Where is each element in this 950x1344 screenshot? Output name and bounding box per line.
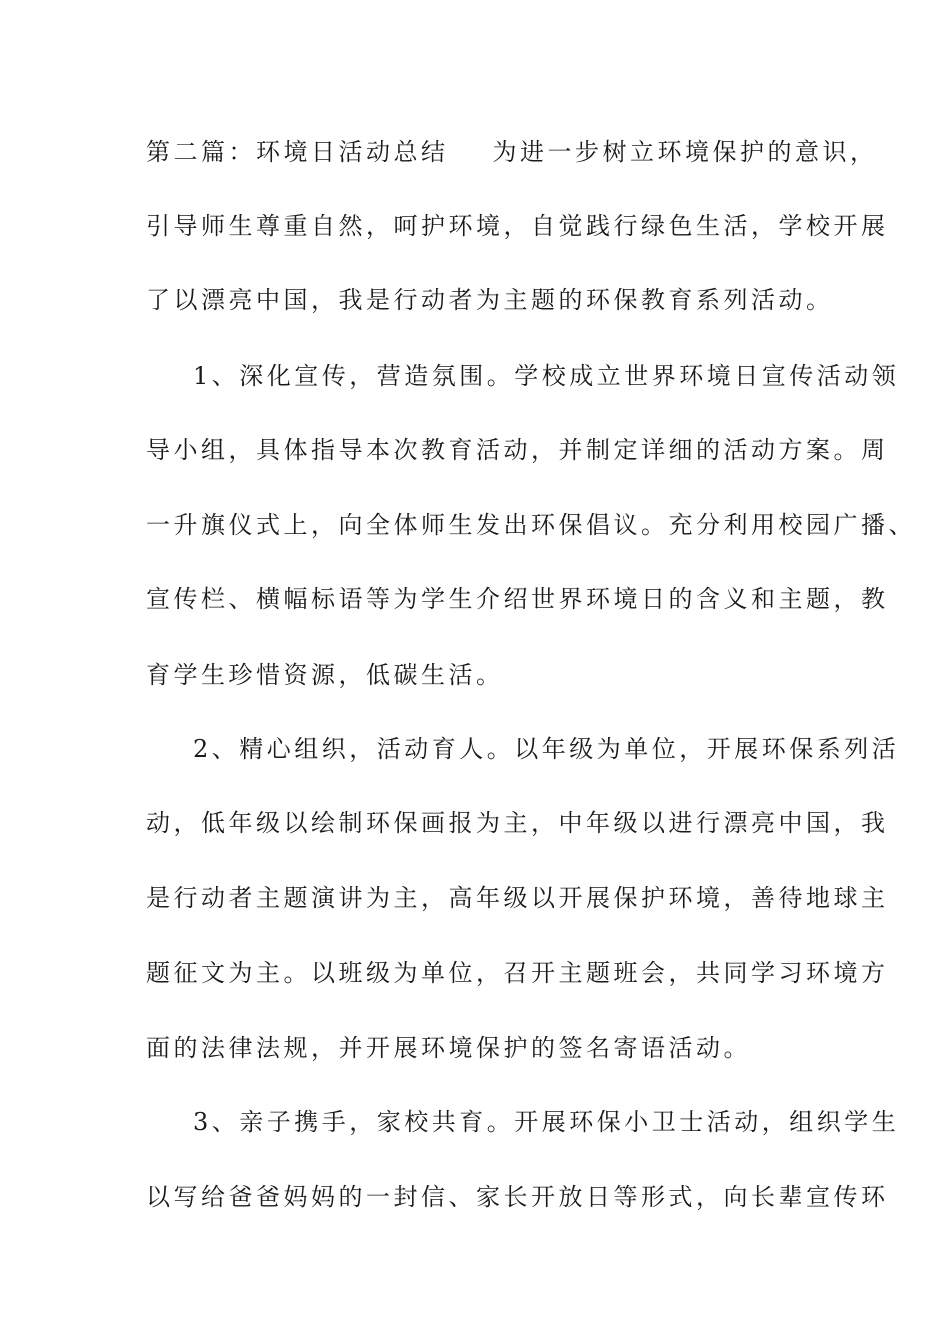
paragraph-1-line-4: 宣传栏、横幅标语等为学生介绍世界环境日的含义和主题，教: [146, 585, 889, 613]
paragraph-1-line-5: 育学生珍惜资源，低碳生活。: [146, 661, 504, 689]
paragraph-2-line-1: 2、精心组织，活动育人。以年级为单位，开展环保系列活: [193, 735, 900, 763]
paragraph-3-line-1: 3、亲子携手，家校共育。开展环保小卫士活动，组织学生: [193, 1108, 900, 1136]
document-title: 第二篇：环境日活动总结: [146, 138, 449, 166]
document-line-3: 了以漂亮中国，我是行动者为主题的环保教育系列活动。: [146, 286, 834, 314]
paragraph-2-line-2: 动，低年级以绘制环保画报为主，中年级以进行漂亮中国，我: [146, 809, 889, 837]
paragraph-1-line-3: 一升旗仪式上，向全体师生发出环保倡议。充分利用校园广播、: [146, 511, 916, 539]
paragraph-2-line-4: 题征文为主。以班级为单位，召开主题班会，共同学习环境方: [146, 959, 889, 987]
paragraph-2-line-5: 面的法律法规，并开展环境保护的签名寄语活动。: [146, 1034, 751, 1062]
paragraph-2-line-3: 是行动者主题演讲为主，高年级以开展保护环境，善待地球主: [146, 884, 889, 912]
document-line-1: [146, 137, 878, 167]
paragraph-1-line-2: 导小组，具体指导本次教育活动，并制定详细的活动方案。周: [146, 436, 889, 464]
document-line-1-text: 为进一步树立环境保护的意识，: [492, 138, 878, 166]
paragraph-3-line-2: 以写给爸爸妈妈的一封信、家长开放日等形式，向长辈宣传环: [146, 1183, 889, 1211]
document-line-2: 引导师生尊重自然，呵护环境，自觉践行绿色生活，学校开展: [146, 212, 889, 240]
paragraph-1-line-1: 1、深化宣传，营造氛围。学校成立世界环境日宣传活动领: [193, 362, 900, 390]
